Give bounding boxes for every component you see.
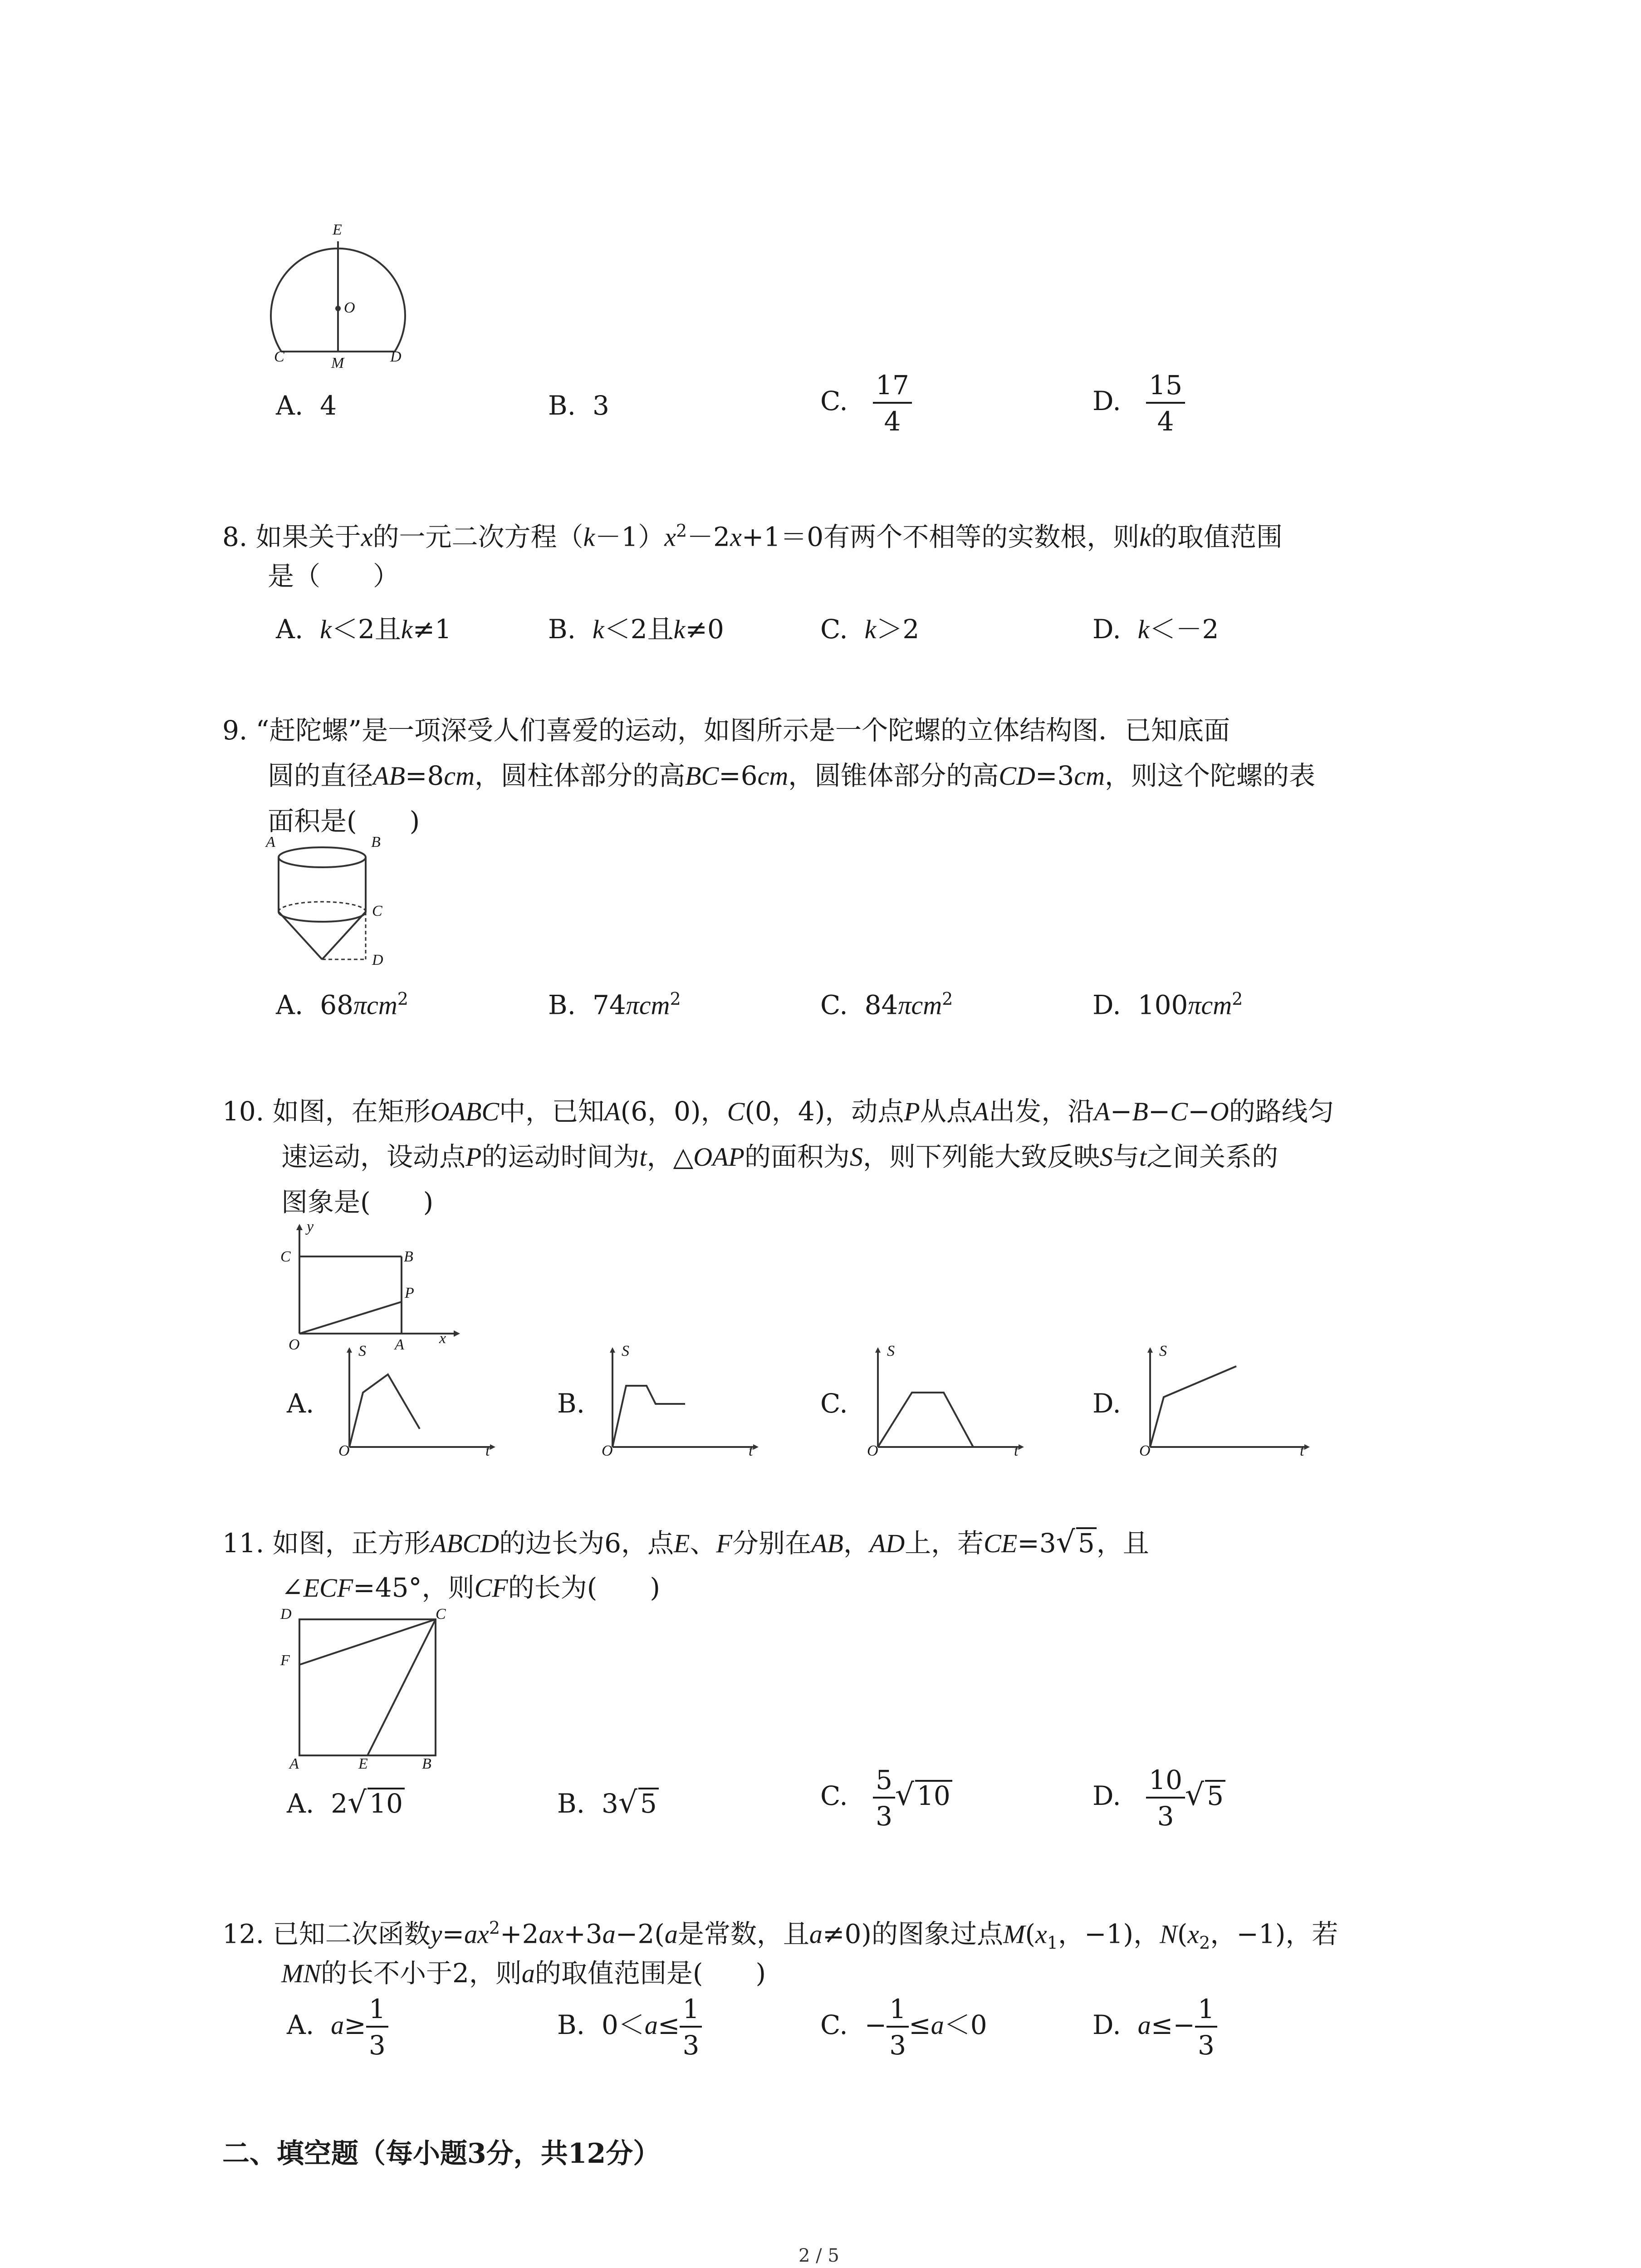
graph-axis-s: S bbox=[358, 1343, 366, 1359]
question-number: 8. bbox=[222, 521, 248, 552]
graph-axis-t: t bbox=[485, 1442, 490, 1459]
q11-option-d[interactable]: D. $\frac{10}{3}$ √ 5 bbox=[1092, 1767, 1225, 1829]
q11-label-a: A bbox=[289, 1755, 299, 1772]
question-number: 9. bbox=[222, 715, 248, 746]
q11-label-b: B bbox=[422, 1755, 431, 1772]
option-value: 4 bbox=[320, 390, 337, 421]
q12-option-c[interactable]: C. − $\frac{1}{3}$ ≤a＜0 bbox=[820, 1994, 987, 2061]
graph-axis-s: S bbox=[1159, 1343, 1167, 1359]
graph-axis-s: S bbox=[887, 1343, 895, 1359]
q10-option-d-letter[interactable]: D. bbox=[1092, 1388, 1121, 1419]
q12-line-2: MN的长不小于2，则a的取值范围是( ) bbox=[281, 1958, 766, 1989]
q10-option-b-letter[interactable]: B. bbox=[557, 1388, 585, 1419]
option-value: 3 bbox=[592, 390, 609, 421]
q10-option-a-graph[interactable] bbox=[336, 1347, 499, 1461]
question-number: 11. bbox=[222, 1528, 265, 1559]
q10-option-c-letter[interactable]: C. bbox=[820, 1388, 848, 1419]
q11-label-d: D bbox=[280, 1606, 292, 1623]
q9-label-b: B bbox=[371, 834, 381, 850]
section-heading-fill-in: 二、填空题（每小题3分，共12分） bbox=[222, 2138, 661, 2170]
q8-line-1: 8. 如果关于x的一元二次方程$(k-1)x^2-2x+1=0$有两个不相等的实数根，则k的取值范围 bbox=[222, 521, 1283, 552]
q12-option-a[interactable]: A. a≥ $\frac{1}{3}$ bbox=[287, 1996, 388, 2058]
q11-label-c: C bbox=[436, 1606, 446, 1623]
fraction: $\frac{1}{3}$ bbox=[680, 1996, 702, 2058]
q12-option-d[interactable]: D. a≤− $\frac{1}{3}$ bbox=[1092, 1996, 1217, 2058]
q9-line-3: 面积是( ) bbox=[268, 806, 420, 836]
fraction: $\frac{1}{3}$ bbox=[366, 1996, 388, 2058]
q11-line-2: ∠ECF=45°，则CF的长为( ) bbox=[281, 1572, 660, 1603]
q9-option-a[interactable]: A. 68πcm$^2$ bbox=[276, 989, 408, 1021]
option-letter: A. bbox=[276, 390, 304, 421]
q10-line-1: 10. 如图，在矩形OABC中，已知A(6，0)，C(0，4)，动点P从点A出发，沿A−B−C−O的路线匀 bbox=[222, 1096, 1334, 1127]
q9-option-c[interactable]: C. 84πcm$^2$ bbox=[820, 989, 953, 1021]
q8-line-2: 是（ ） bbox=[268, 561, 400, 591]
fraction: $\frac{1}{3}$ bbox=[1195, 1996, 1217, 2058]
graph-origin: O bbox=[338, 1442, 350, 1459]
graph-axis-t: t bbox=[749, 1442, 753, 1459]
graph-origin: O bbox=[602, 1442, 613, 1459]
q10-rectangle-diagram bbox=[286, 1225, 476, 1352]
graph-axis-t: t bbox=[1014, 1442, 1019, 1459]
q10-option-a-letter[interactable]: A. bbox=[287, 1388, 314, 1419]
q10-line-2: 速运动，设动点P的运动时间为t，△OAP的面积为S，则下列能大致反映S与t之间关系的 bbox=[281, 1141, 1279, 1172]
q7-label-m: M bbox=[331, 355, 344, 371]
q9-line-2: 圆的直径AB=8cm，圆柱体部分的高BC=6cm，圆锥体部分的高CD=3cm，则这个陀螺的表 bbox=[268, 760, 1316, 791]
q9-label-a: A bbox=[266, 834, 275, 850]
graph-origin: O bbox=[867, 1442, 878, 1459]
q12-line-1: 12. 已知二次函数$y=ax^2+2ax+3a-2(a$是常数，且a≠0)的图象过点$M(x_1$，−1)，$N(x_2$，−1)，若 bbox=[222, 1918, 1338, 1953]
q10-option-d-graph[interactable] bbox=[1136, 1347, 1318, 1461]
graph-axis-s: S bbox=[622, 1343, 629, 1359]
q8-option-c[interactable]: C. k＞2 bbox=[820, 614, 920, 645]
graph-origin: O bbox=[1139, 1442, 1151, 1459]
q10-label-y: y bbox=[307, 1218, 314, 1235]
q7-option-c[interactable] bbox=[820, 372, 912, 435]
option-letter: B. bbox=[548, 390, 576, 421]
q11-label-e: E bbox=[358, 1755, 368, 1772]
q9-option-d[interactable]: D. 100πcm$^2$ bbox=[1092, 989, 1243, 1021]
fraction: $\frac{10}{3}$ bbox=[1146, 1767, 1185, 1829]
q9-label-c: C bbox=[372, 903, 382, 919]
q7-option-a[interactable] bbox=[276, 390, 337, 421]
fraction: $\frac{5}{3}$ bbox=[873, 1767, 895, 1829]
q12-option-b[interactable]: B. 0＜a≤ $\frac{1}{3}$ bbox=[557, 1996, 702, 2058]
q11-line-1: 11. 如图，正方形ABCD的边长为6，点E、F分别在AB，AD上，若CE=3√ 5，且 bbox=[222, 1525, 1149, 1559]
q7-label-c: C bbox=[274, 348, 284, 365]
page-number: 2 / 5 bbox=[798, 2245, 839, 2266]
q10-label-a: A bbox=[395, 1336, 404, 1353]
q7-label-e: E bbox=[333, 221, 342, 238]
q8-option-a[interactable]: A. k＜2且k≠1 bbox=[276, 614, 452, 645]
q10-option-b-graph[interactable] bbox=[599, 1347, 762, 1461]
q10-line-3: 图象是( ) bbox=[281, 1187, 434, 1217]
fraction: $\frac{1}{3}$ bbox=[887, 1996, 909, 2058]
option-letter: D. bbox=[1092, 386, 1121, 417]
q11-option-a[interactable]: A. 2√ 10 bbox=[287, 1785, 405, 1820]
q10-label-x: x bbox=[439, 1330, 446, 1347]
option-letter: C. bbox=[820, 386, 848, 417]
q7-label-o: O bbox=[344, 299, 355, 316]
q9-line-1: 9. “赶陀螺”是一项深受人们喜爱的运动，如图所示是一个陀螺的立体结构图．已知底面 bbox=[222, 715, 1230, 746]
question-number: 12. bbox=[222, 1918, 265, 1950]
question-number: 10. bbox=[222, 1096, 265, 1127]
q7-option-b[interactable] bbox=[548, 390, 609, 421]
q11-square-diagram bbox=[290, 1615, 454, 1769]
q7-label-d: D bbox=[390, 348, 402, 365]
q11-option-c[interactable]: C. $\frac{5}{3}$ √ 10 bbox=[820, 1767, 952, 1829]
q9-spinning-top-diagram bbox=[263, 844, 408, 980]
q10-label-b: B bbox=[404, 1248, 413, 1265]
q9-label-d: D bbox=[372, 952, 383, 968]
q10-option-c-graph[interactable] bbox=[864, 1347, 1028, 1461]
q8-option-b[interactable]: B. k＜2且k≠0 bbox=[548, 614, 724, 645]
q10-label-c: C bbox=[280, 1248, 291, 1265]
fraction: $\frac{15}{4}$ bbox=[1146, 372, 1185, 435]
fraction: $\frac{17}{4}$ bbox=[873, 372, 912, 435]
q9-option-b[interactable]: B. 74πcm$^2$ bbox=[548, 989, 681, 1021]
q11-label-f: F bbox=[280, 1652, 290, 1669]
q8-option-d[interactable]: D. k＜－2 bbox=[1092, 614, 1219, 645]
q10-label-o: O bbox=[289, 1336, 300, 1353]
graph-axis-t: t bbox=[1300, 1442, 1304, 1459]
q11-option-b[interactable]: B. 3√ 5 bbox=[557, 1785, 659, 1820]
q10-label-p: P bbox=[405, 1285, 414, 1301]
q7-option-d[interactable] bbox=[1092, 372, 1185, 435]
